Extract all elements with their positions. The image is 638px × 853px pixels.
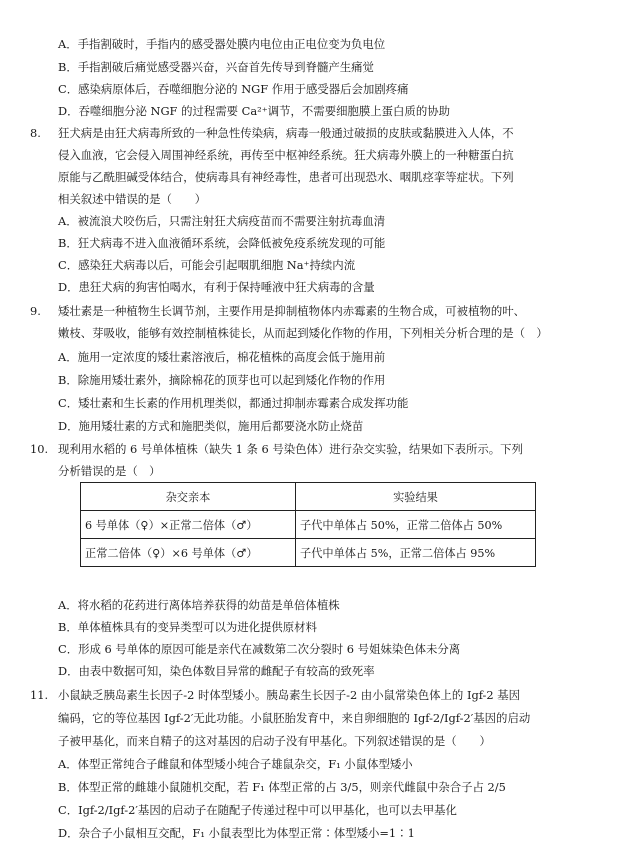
q9-number: 9. [30,304,41,318]
table-header-cell: 杂交亲本 [81,483,296,511]
q8-number: 8. [30,126,41,140]
q8-option-b: B．狂犬病毒不进入血液循环系统，会降低被免疫系统发现的可能 [58,236,386,250]
q11-stem-line: 编码，它的等位基因 Igf-2′无此功能。小鼠胚胎发育中，来自卵细胞的 Igf-2/Igf-2′基因的启动 [58,711,531,725]
q7-option-d: D．吞噬细胞分泌 NGF 的过程需要 Ca²⁺调节，不需要细胞膜上蛋白质的协助 [58,104,450,118]
cross-experiment-table [80,482,536,567]
q9-option-b: B．除施用矮壮素外，摘除棉花的顶芽也可以起到矮化作物的作用 [58,373,386,387]
q10-stem-line: 分析错误的是（ ） [58,464,161,478]
table-cell: 子代中单体占 50%，正常二倍体占 50% [296,511,536,539]
q9-stem-line: 矮壮素是一种植物生长调节剂，主要作用是抑制植物体内赤霉素的生物合成，可被植物的叶、 [58,304,526,318]
q8-option-a: A．被流浪犬咬伤后，只需注射狂犬病疫苗而不需要注射抗毒血清 [58,214,386,228]
table-header-row [81,483,536,511]
q11-stem-line: 子被甲基化，而来自精子的这对基因的启动子没有甲基化。下列叙述错误的是（ ） [58,734,491,748]
q7-option-c: C．感染病原体后，吞噬细胞分泌的 NGF 作用于感受器后会加剧疼痛 [58,82,409,96]
q11-stem-line: 小鼠缺乏胰岛素生长因子-2 时体型矮小。胰岛素生长因子-2 由小鼠常染色体上的 Igf-2 基因 [58,688,521,702]
q9-option-d: D．施用矮壮素的方式和施肥类似，施用后都要浇水防止烧苗 [58,419,364,433]
q10-option-c: C．形成 6 号单体的原因可能是亲代在减数第二次分裂时 6 号姐妹染色体未分离 [58,642,461,656]
table-header-cell: 实验结果 [296,483,536,511]
q11-option-b: B．体型正常的雌雄小鼠随机交配，若 F₁ 体型正常的占 3/5，则亲代雌鼠中杂合子占 2/5 [58,780,506,794]
q11-option-c: C．Igf-2/Igf-2′基因的启动子在随配子传递过程中可以甲基化，也可以去甲基化 [58,803,457,817]
q11-number: 11. [30,688,49,702]
table-cell: 6 号单体（♀）×正常二倍体（♂） [81,511,296,539]
q8-option-c: C．感染狂犬病毒以后，可能会引起咽肌细胞 Na⁺持续内流 [58,258,356,272]
q8-option-d: D．患狂犬病的狗害怕喝水，有利于保持唾液中狂犬病毒的含量 [58,280,375,294]
q10-option-b: B．单体植株具有的变异类型可以为进化提供原材料 [58,620,317,634]
q8-stem-line: 原能与乙酰胆碱受体结合，使病毒具有神经毒性，患者可出现恐水、咽肌痉挛等症状。下列 [58,170,514,184]
q10-option-a: A．将水稻的花药进行离体培养获得的幼苗是单倍体植株 [58,598,340,612]
q10-option-d: D．由表中数据可知，染色体数目异常的雌配子有较高的致死率 [58,664,375,678]
q8-stem-line: 相关叙述中错误的是（ ） [58,192,207,206]
table-cell: 正常二倍体（♀）×6 号单体（♂） [81,539,296,567]
q7-option-b: B．手指割破后痛觉感受器兴奋，兴奋首先传导到脊髓产生痛觉 [58,60,374,74]
table-cell: 子代中单体占 5%，正常二倍体占 95% [296,539,536,567]
q8-stem-line: 侵入血液，它会侵入周围神经系统，再传至中枢神经系统。狂犬病毒外膜上的一种糖蛋白抗 [58,148,514,162]
q11-option-a: A．体型正常纯合子雌鼠和体型矮小纯合子雄鼠杂交，F₁ 小鼠体型矮小 [58,757,413,771]
q9-option-c: C．矮壮素和生长素的作用机理类似，都通过抑制赤霉素合成发挥功能 [58,396,409,410]
q11-option-d: D．杂合子小鼠相互交配，F₁ 小鼠表型比为体型正常∶体型矮小=1∶1 [58,826,415,840]
q9-option-a: A．施用一定浓度的矮壮素溶液后，棉花植株的高度会低于施用前 [58,350,386,364]
q7-option-a: A．手指割破时，手指内的感受器处膜内电位由正电位变为负电位 [58,37,386,51]
q9-stem-line: 嫩枝、芽吸收，能够有效控制植株徒长，从而起到矮化作物的作用，下列相关分析合理的是（ ） [58,326,548,340]
table-row [81,511,536,539]
q10-stem-line: 现利用水稻的 6 号单体植株（缺失 1 条 6 号染色体）进行杂交实验，结果如下表所示。下列 [58,442,523,456]
q10-number: 10. [30,442,49,456]
table-row [81,539,536,567]
q8-stem-line: 狂犬病是由狂犬病毒所致的一种急性传染病，病毒一般通过破损的皮肤或黏膜进入人体，不 [58,126,514,140]
